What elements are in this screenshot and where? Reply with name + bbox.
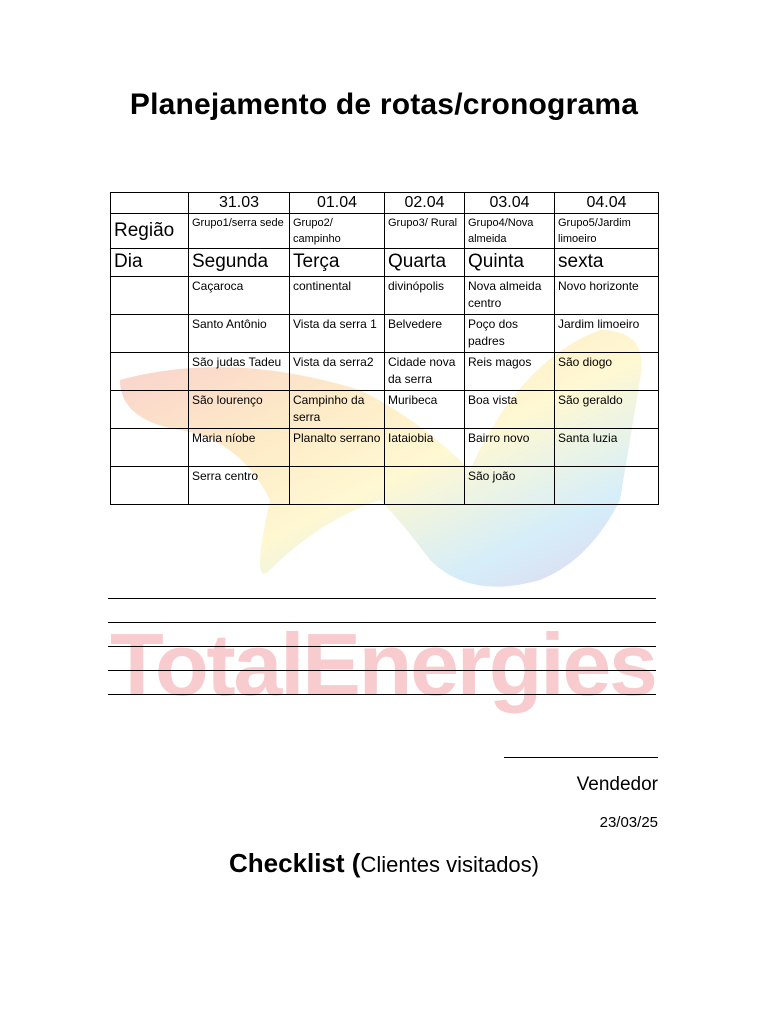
table-cell (290, 315, 385, 353)
cell-text: Nova almeida centro (468, 279, 542, 310)
svg-text:TotalEnergies: TotalEnergies (110, 615, 658, 714)
day-cell (465, 249, 555, 277)
group-cell (189, 214, 290, 249)
table-cell (189, 467, 290, 505)
table-cell (465, 315, 555, 353)
group-row (111, 214, 659, 249)
day-label-cell (111, 249, 189, 277)
day-cell (555, 249, 659, 277)
page-title: Planejamento de rotas/cronograma (129, 88, 639, 121)
cell-text: Novo horizonte (558, 279, 639, 293)
table-cell (465, 391, 555, 429)
cell-text: Maria níobe (192, 431, 256, 445)
table-cell (111, 467, 189, 505)
table-cell (465, 277, 555, 315)
table-cell (385, 467, 465, 505)
table-cell (189, 353, 290, 391)
table-row (111, 467, 659, 505)
route-schedule-table (110, 192, 659, 505)
table-cell (465, 467, 555, 505)
region-label: Região (114, 220, 175, 241)
checklist-subtitle: Clientes visitados) (360, 852, 539, 877)
cell-text: São lourenço (192, 393, 263, 407)
table-cell (385, 315, 465, 353)
region-label-cell (111, 214, 189, 249)
table-cell (555, 467, 659, 505)
table-cell (290, 391, 385, 429)
table-cell (189, 391, 290, 429)
table-cell (111, 429, 189, 467)
day-name: sexta (558, 251, 604, 272)
day-name: Quinta (468, 251, 524, 272)
date-cell (111, 193, 189, 214)
cell-text: Reis magos (468, 355, 532, 369)
table-cell (555, 315, 659, 353)
group-label: Grupo4/Nova almeida (468, 217, 534, 245)
group-cell (555, 214, 659, 249)
cell-text: São diogo (558, 355, 613, 369)
date-row (111, 193, 659, 214)
date-cell: 31.03 (189, 193, 290, 214)
table-cell (385, 277, 465, 315)
seller-label: Vendedor (576, 774, 658, 795)
table-cell (189, 277, 290, 315)
group-label: Grupo1/serra sede (192, 217, 284, 229)
table-cell (111, 277, 189, 315)
group-cell (465, 214, 555, 249)
cell-text: São judas Tadeu (192, 355, 282, 369)
table-cell (465, 429, 555, 467)
cell-text: Jardim limoeiro (558, 317, 640, 331)
date-cell: 01.04 (290, 193, 385, 214)
cell-text: Belvedere (388, 317, 443, 331)
table-cell (385, 429, 465, 467)
table-cell (555, 353, 659, 391)
table-cell (555, 277, 659, 315)
cell-text: Santa luzia (558, 431, 618, 445)
date-cell: 02.04 (385, 193, 465, 214)
cell-text: São geraldo (558, 393, 623, 407)
cell-text: Boa vista (468, 393, 518, 407)
cell-text: continental (293, 279, 352, 293)
date-cell: 03.04 (465, 193, 555, 214)
day-cell (189, 249, 290, 277)
day-cell (290, 249, 385, 277)
group-label: Grupo3/ Rural (388, 217, 458, 229)
note-line (108, 623, 656, 647)
cell-text: São joão (468, 469, 516, 483)
table-cell (189, 315, 290, 353)
group-label: Grupo2/ campinho (293, 217, 341, 245)
table-cell (290, 467, 385, 505)
table-cell (465, 353, 555, 391)
group-cell (290, 214, 385, 249)
group-label: Grupo5/Jardim limoeiro (558, 217, 631, 245)
note-line (108, 599, 656, 623)
cell-text: Bairro novo (468, 431, 530, 445)
table-row (111, 315, 659, 353)
cell-text: Santo Antônio (192, 317, 267, 331)
checklist-title: Checklist ( (228, 848, 361, 878)
table-cell (290, 277, 385, 315)
cell-text: Cidade nova da serra (388, 355, 456, 386)
table-row (111, 353, 659, 391)
table-row (111, 429, 659, 467)
checklist-heading (0, 848, 768, 879)
day-label: Dia (114, 251, 143, 272)
notes-lines (108, 575, 656, 695)
note-line (108, 671, 656, 695)
cell-text: divinópolis (388, 279, 445, 293)
note-line (108, 647, 656, 671)
signature-line (504, 735, 658, 758)
cell-text: Iataiobia (388, 431, 434, 445)
table-cell (189, 429, 290, 467)
table-cell (111, 353, 189, 391)
table-cell (290, 353, 385, 391)
table-row (111, 277, 659, 315)
table-cell (555, 429, 659, 467)
group-cell (385, 214, 465, 249)
cell-text: Campinho da serra (293, 393, 365, 424)
day-row (111, 249, 659, 277)
cell-text: Vista da serra 1 (293, 317, 377, 331)
table-cell (385, 391, 465, 429)
cell-text: Vista da serra2 (293, 355, 374, 369)
table-cell (111, 391, 189, 429)
cell-text: Muribeca (388, 393, 438, 407)
day-name: Quarta (388, 251, 447, 272)
cell-text: Caçaroca (192, 279, 244, 293)
date-cell: 04.04 (555, 193, 659, 214)
day-name: Segunda (192, 251, 269, 272)
table-cell (111, 315, 189, 353)
table-row (111, 391, 659, 429)
table-cell (290, 429, 385, 467)
table-cell (385, 353, 465, 391)
day-cell (385, 249, 465, 277)
note-line (108, 575, 656, 599)
cell-text: Poço dos padres (468, 317, 519, 348)
table-cell (555, 391, 659, 429)
cell-text: Serra centro (192, 469, 259, 483)
cell-text: Planalto serrano (293, 431, 381, 445)
day-name: Terça (293, 251, 340, 272)
document-date: 23/03/25 (599, 814, 658, 831)
